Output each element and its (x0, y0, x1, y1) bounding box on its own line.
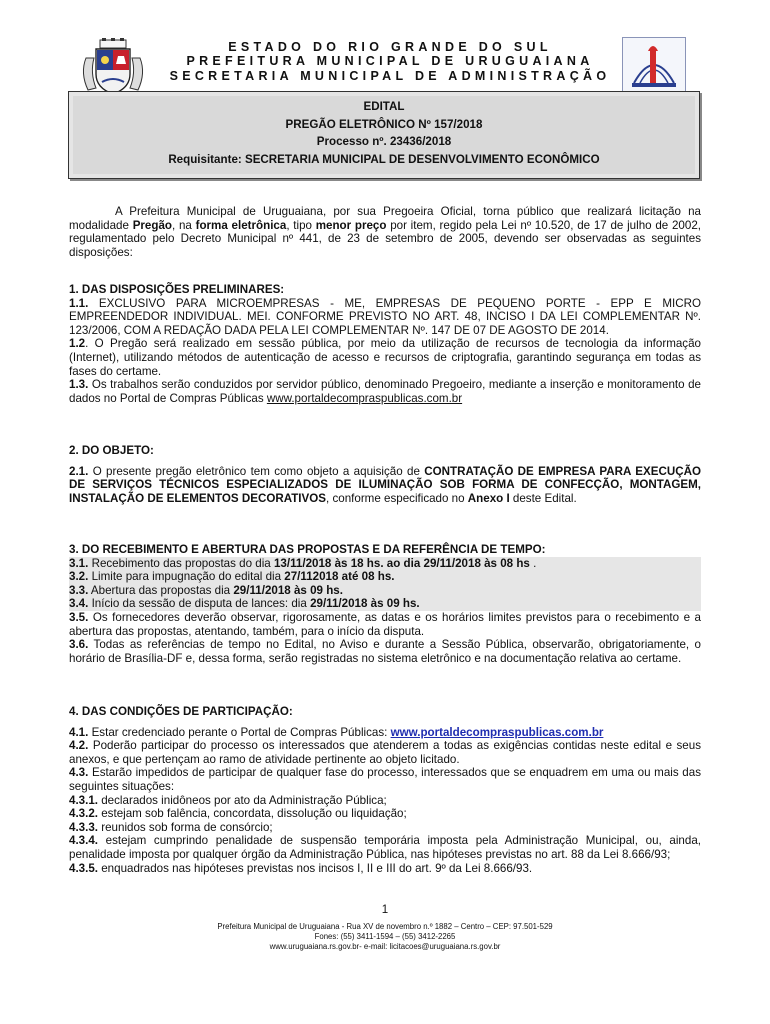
header-prefeitura: PREFEITURA MUNICIPAL DE URUGUAIANA (186, 54, 594, 68)
item-text: estejam cumprindo penalidade de suspensão temporária imposta pela Administração Municipal, ou, ainda, penalidade imposta por qualquer órgão da Administração Pública, nas hipóteses previstas no art. 88 da Lei 8.666/93; (69, 834, 701, 861)
item-number: 4.3.2. (69, 807, 99, 821)
item-text: Estarão impedidos de participar de qualquer fase do processo, interessados que se enquadrem em uma ou mais das seguintes situações: (69, 766, 701, 793)
intro-bold: menor preço (315, 218, 387, 232)
portal-link[interactable]: www.portaldecompraspublicas.com.br (390, 725, 604, 739)
item-text: deste Edital. (509, 491, 577, 505)
item-4-3-2 (69, 807, 701, 821)
edital-processo: Processo nº. 23436/2018 (316, 135, 452, 148)
item-text: . (529, 556, 537, 570)
item-text: declarados inidôneos por ato da Administração Pública; (98, 793, 387, 807)
item-3-1 (69, 557, 701, 571)
item-1-3 (69, 378, 701, 405)
spacer (69, 458, 701, 465)
item-number: 4.3.1. (69, 793, 99, 807)
item-number: 3.4. (69, 597, 89, 611)
item-number: 4.3.3. (69, 820, 99, 834)
item-3-2 (69, 570, 701, 584)
item-3-6 (69, 638, 701, 665)
item-3-3 (69, 584, 701, 598)
section-3 (69, 543, 701, 665)
item-text: Limite para impugnação do edital dia (88, 570, 285, 584)
item-number: 4.3.4. (69, 834, 99, 848)
intro-text: , na (172, 218, 196, 232)
item-text: , conforme especificado no (326, 491, 468, 505)
item-number: 3.2. (69, 570, 89, 584)
section-3-title: 3. DO RECEBIMENTO E ABERTURA DAS PROPOSTAS E DA REFERÊNCIA DE TEMPO: (69, 543, 546, 556)
footer-web-email: www.uruguaiana.rs.gov.br- e-mail: licitacoes@uruguaiana.rs.gov.br (269, 942, 501, 951)
item-4-2 (69, 739, 701, 766)
item-number: 1.2 (69, 337, 86, 351)
header-secretaria: SECRETARIA MUNICIPAL DE ADMINISTRAÇÃO (169, 69, 611, 83)
intro-text: , tipo (286, 218, 316, 232)
item-text: Recebimento das propostas do dia (88, 556, 274, 570)
section-2-title: 2. DO OBJETO: (69, 444, 154, 457)
intro-paragraph (69, 205, 701, 259)
footer-phones: Fones: (55) 3411-1594 – (55) 3412-2265 (314, 932, 456, 941)
object-description: CONTRATAÇÃO DE EMPRESA PARA EXECUÇÃO DE SERVIÇOS TÉCNICOS ESPECIALIZADOS DE ILUMINAÇÃO SOB FORMA DE CONFECÇÃO, MONTAGEM, INSTALAÇÃO DE ELEMENTOS DECORATIVOS (69, 464, 701, 505)
item-number: 3.6. (69, 638, 89, 652)
edital-title: EDITAL (363, 100, 405, 113)
header-state: ESTADO DO RIO GRANDE DO SUL (228, 40, 552, 54)
item-number: 4.3.5. (69, 861, 99, 875)
item-4-3 (69, 766, 701, 793)
item-4-3-5 (69, 862, 701, 876)
item-number: 1.3. (69, 378, 89, 392)
intro-text: A Prefeitura Municipal de Uruguaiana, por sua Pregoeira Oficial, torna público que realizará licitação na modalidade (69, 205, 701, 232)
intro-bold: forma eletrônica (195, 218, 287, 232)
page-number: 1 (381, 904, 389, 916)
intro-bold: Pregão (132, 218, 172, 232)
item-text: O presente pregão eletrônico tem como objeto a aquisição de (88, 464, 425, 478)
item-text: estejam sob falência, concordata, dissolução ou liquidação; (98, 807, 407, 821)
footer-address: Prefeitura Municipal de Uruguaiana - Rua XV de novembro n.º 1882 – Centro – CEP: 97.501-529 (217, 922, 553, 931)
item-text: Início da sessão de disputa de lances: dia (88, 597, 311, 611)
edital-header-box (68, 91, 700, 179)
item-text: Os trabalhos serão conduzidos por servidor público, denominado Pregoeiro, mediante a inserção e monitoramento de dados no Portal de Compras Públicas (69, 378, 701, 405)
item-text: Todas as referências de tempo no Edital, no Aviso e durante a Sessão Pública, observarão, obrigatoriamente, o horário de Brasília-DF e, dessa forma, serão registradas no sistema eletrônico e na documentação relativa ao certame. (69, 638, 701, 665)
item-number: 1.1. (69, 296, 89, 310)
item-dates: 29/11/2018 às 09 hs. (310, 597, 420, 611)
item-text: enquadrados nas hipóteses previstas nos incisos I, II e III do art. 9º da Lei 8.666/93. (98, 861, 533, 875)
item-text: Abertura das propostas dia (88, 583, 234, 597)
portal-link[interactable]: www.portaldecompraspublicas.com.br (266, 391, 463, 405)
item-text: Estar credenciado perante o Portal de Compras Públicas: (88, 725, 391, 739)
item-number: 3.5. (69, 610, 89, 624)
item-text: reunidos sob forma de consórcio; (98, 820, 273, 834)
item-3-5 (69, 611, 701, 638)
item-text: Poderão participar do processo os interessados que atenderem a todas as exigências contidas neste edital e seus anexos, e que pertençam ao ramo de atividade pertinente ao objeto licitado. (69, 739, 701, 766)
item-1-2 (69, 337, 701, 378)
section-2 (69, 444, 701, 505)
intro-text: por item, regido pela Lei nº 10.520, de 17 de julho de 2002, regulamentado pelo Decreto Municipal nº 441, de 23 de setembro de 2005, devendo ser observadas as seguintes disposições: (69, 218, 701, 259)
item-dates: 27/112018 até 08 hs. (284, 570, 395, 584)
annex-ref: Anexo I (467, 491, 510, 505)
item-text: EXCLUSIVO PARA MICROEMPRESAS - ME, EMPRESAS DE PEQUENO PORTE - EPP E MICRO EMPREENDEDOR INDIVIDUAL. MEI. CONFORME PREVISTO NO ART. 48, INCISO I DA LEI COMPLEMENTAR Nº. 123/2006, COM A REDAÇÃO DADA PELA LEI COMPLEMENTAR Nº. 147 DE 07 DE AGOSTO DE 2014. (69, 296, 701, 337)
item-4-3-1 (69, 794, 701, 808)
item-4-1 (69, 726, 701, 740)
item-number: 4.3. (69, 766, 89, 780)
section-1-title: 1. DAS DISPOSIÇÕES PRELIMINARES: (69, 283, 285, 296)
item-3-4 (69, 597, 701, 611)
item-number: 4.1. (69, 725, 89, 739)
item-dates: 29/11/2018 às 09 hs. (233, 583, 343, 597)
city-logo-icon (622, 37, 686, 95)
section-4 (69, 705, 701, 875)
item-2-1 (69, 465, 701, 506)
item-1-1 (69, 297, 701, 338)
item-number: 3.1. (69, 556, 89, 570)
edital-requisitante: Requisitante: SECRETARIA MUNICIPAL DE DESENVOLVIMENTO ECONÔMICO (168, 153, 600, 166)
item-number: 4.2. (69, 739, 89, 753)
spacer (69, 719, 701, 726)
item-4-3-4 (69, 834, 701, 861)
item-text: Os fornecedores deverão observar, rigorosamente, as datas e os horários limites previstos para o recebimento e a abertura das propostas, atentando, também, para o início da disputa. (69, 610, 701, 638)
item-text: . O Pregão será realizado em sessão pública, por meio da utilização de recursos de tecnologia da informação (Internet), utilizando métodos de autenticação de acesso e recursos de criptografia, garantindo segurança em todas as fases do certame. (69, 337, 701, 378)
edital-pregao: PREGÃO ELETRÔNICO Nº 157/2018 (285, 118, 483, 131)
item-dates: 13/11/2018 às 18 hs. ao dia 29/11/2018 às 08 hs (273, 556, 530, 570)
item-number: 2.1. (69, 464, 89, 478)
section-1 (69, 283, 701, 405)
item-4-3-3 (69, 821, 701, 835)
item-number: 3.3. (69, 583, 89, 597)
section-4-title: 4. DAS CONDIÇÕES DE PARTICIPAÇÃO: (69, 705, 293, 718)
